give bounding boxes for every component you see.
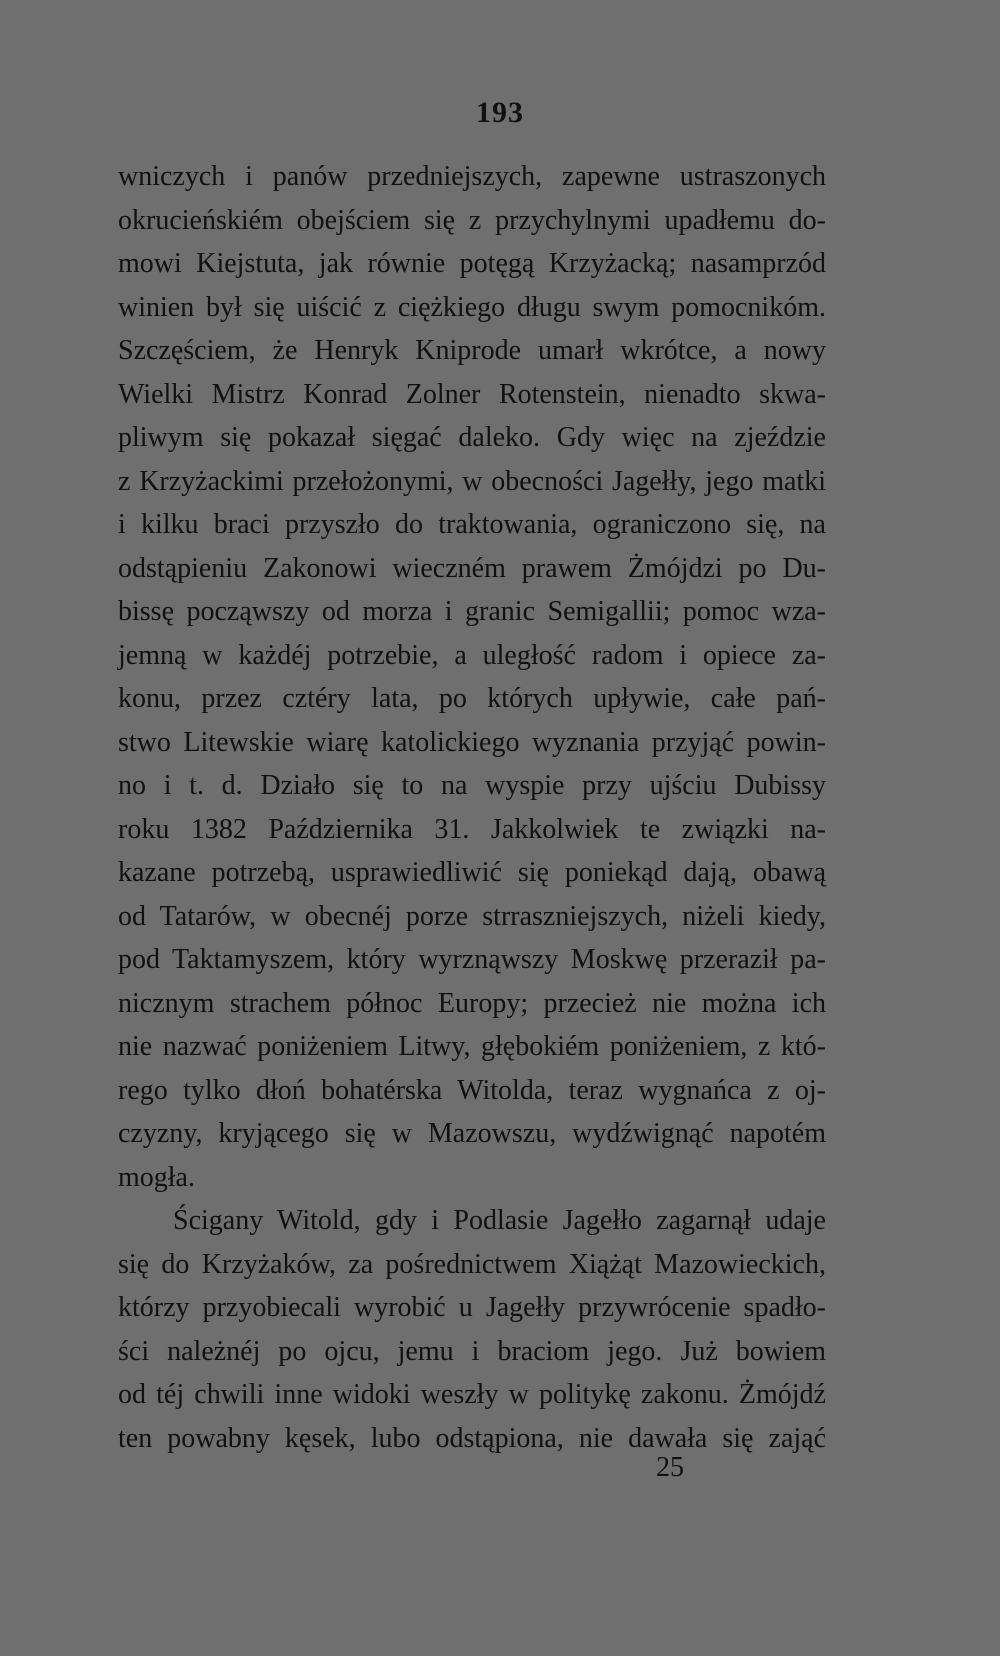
- text-line: pliwym się pokazał sięgać daleko. Gdy więc na zjeździe: [118, 422, 826, 453]
- text-line: jemną w każdéj potrzebie, a uległość radom i opiece za-: [118, 639, 826, 671]
- text-line: odstąpieniu Zakonowi wieczném prawem Żmójdzi po Du-: [118, 552, 826, 584]
- text-line: stwo Litewskie wiarę katolickiego wyznania przyjąć powin-: [118, 726, 826, 758]
- text-line: ten powabny kęsek, lubo odstąpiona, nie dawała się zająć: [118, 1422, 826, 1454]
- signature-mark: 25: [656, 1452, 684, 1483]
- text-line: Szczęściem, że Henryk Kniprode umarł wkrótce, a nowy: [118, 335, 826, 366]
- text-line: winien był się uiścić z ciężkiego długu swym pomocnikóm.: [118, 291, 826, 323]
- text-line: się do Krzyżaków, za pośrednictwem Xiążąt Mazowieckich,: [118, 1248, 826, 1280]
- text-line: którzy przyobiecali wyrobić u Jagełły przywrócenie spadło-: [118, 1292, 826, 1323]
- text-line: i kilku braci przyszło do traktowania, ograniczono się, na: [118, 509, 826, 540]
- text-line: kazane potrzebą, usprawiedliwić się poniekąd dają, obawą: [118, 857, 826, 888]
- text-line: Wielki Mistrz Konrad Zolner Rotenstein, nienadto skwa-: [118, 378, 826, 410]
- text-line: z Krzyżackimi przełożonymi, w obecności Jagełły, jego matki: [118, 465, 826, 497]
- text-line: ści należnéj po ojcu, jemu i braciom jego. Już bowiem: [118, 1335, 826, 1367]
- text-line: pod Taktamyszem, który wyrznąwszy Moskwę przeraził pa-: [118, 944, 826, 975]
- text-line: od téj chwili inne widoki weszły w politykę zakonu. Żmójdź: [118, 1379, 826, 1410]
- text-line-paragraph-end: mogła.: [118, 1161, 195, 1193]
- text-line: konu, przez cztéry lata, po których upływie, całe pań-: [118, 683, 826, 714]
- text-line: wniczych i panów przedniejszych, zapewne ustraszonych: [118, 161, 826, 192]
- text-line: czyzny, kryjącego się w Mazowszu, wydźwignąć napotém: [118, 1118, 826, 1149]
- text-line: no i t. d. Działo się to na wyspie przy ujściu Dubissy: [118, 770, 826, 801]
- text-line: mowi Kiejstuta, jak równie potęgą Krzyżacką; nasamprzód: [118, 248, 826, 279]
- text-line: nicznym strachem północ Europy; przecież nie można ich: [118, 987, 826, 1019]
- text-line: okrucieńskiém obejściem się z przychylnymi upadłemu do-: [118, 204, 826, 236]
- text-line: rego tylko dłoń bohatérska Witolda, teraz wygnańca z oj-: [118, 1074, 826, 1106]
- text-line: od Tatarów, w obecnéj porze strraszniejszych, niżeli kiedy,: [118, 900, 826, 932]
- page-number: 193: [476, 96, 524, 129]
- text-line: nie nazwać poniżeniem Litwy, głębokiém poniżeniem, z któ-: [118, 1031, 826, 1062]
- text-line: bissę począwszy od morza i granic Semigallii; pomoc wza-: [118, 596, 826, 627]
- text-line: roku 1382 Października 31. Jakkolwiek te związki na-: [118, 813, 826, 845]
- text-line-paragraph-start: Ścigany Witold, gdy i Podlasie Jagełło zagarnął udaje: [173, 1205, 826, 1236]
- body-text: [118, 155, 826, 1460]
